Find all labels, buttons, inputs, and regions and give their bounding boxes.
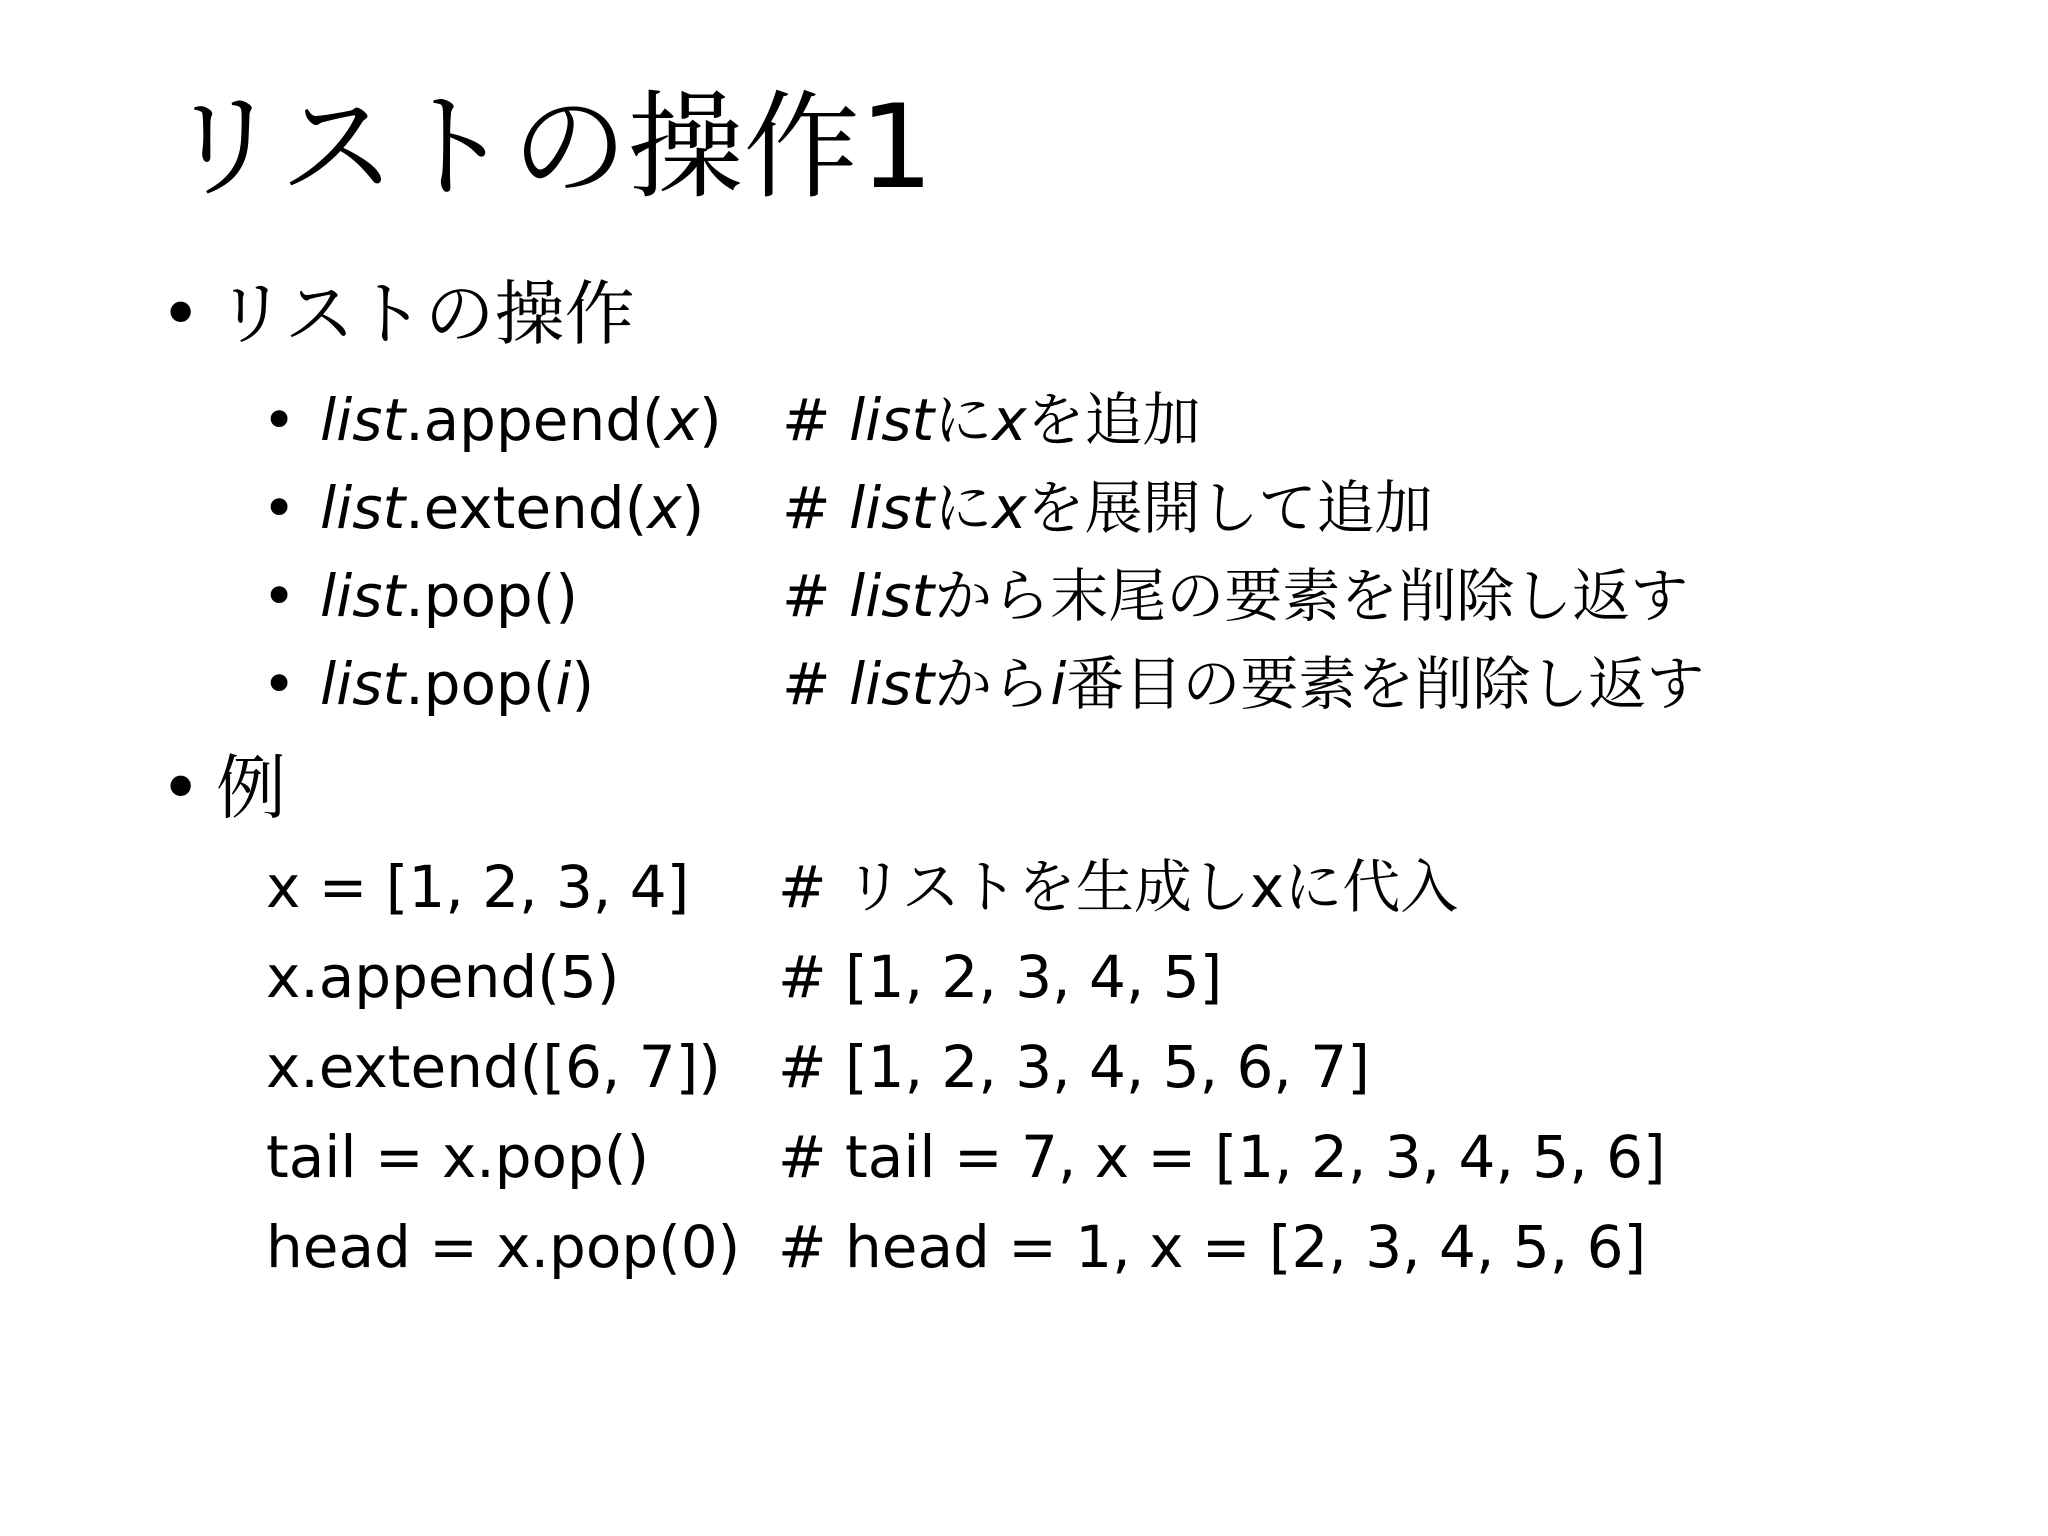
bullet-dot: • <box>262 386 297 454</box>
method-list <box>262 376 1704 728</box>
example-comment: # head = 1, x = [2, 3, 4, 5, 6] <box>778 1213 1647 1281</box>
bullet-dot: • <box>262 562 297 630</box>
example-comment: # リストを生成しxに代入 <box>778 853 1459 921</box>
method-row <box>262 640 1704 728</box>
method-code: list.pop() <box>320 562 578 630</box>
example-comment: # [1, 2, 3, 4, 5] <box>778 943 1223 1011</box>
method-row <box>262 376 1704 464</box>
example-row <box>266 842 1666 932</box>
example-code: tail = x.pop() <box>266 1123 650 1191</box>
example-code: x = [1, 2, 3, 4] <box>266 853 690 921</box>
example-row <box>266 1202 1666 1292</box>
example-row <box>266 1022 1666 1112</box>
method-code: list.append(x) <box>320 386 722 454</box>
example-comment: # tail = 7, x = [1, 2, 3, 4, 5, 6] <box>778 1123 1666 1191</box>
example-code: head = x.pop(0) <box>266 1213 741 1281</box>
example-code: x.append(5) <box>266 943 620 1011</box>
example-comment: # [1, 2, 3, 4, 5, 6, 7] <box>778 1033 1370 1101</box>
bullet-list-operations <box>160 272 635 356</box>
method-comment: # listにxを展開して追加 <box>782 474 1433 542</box>
bullet-text: リストの操作 <box>216 273 635 355</box>
method-comment: # listから末尾の要素を削除し返す <box>782 562 1689 630</box>
bullet-dot: • <box>160 273 202 355</box>
method-code: list.extend(x) <box>320 474 705 542</box>
slide-title: リストの操作1 <box>166 80 934 215</box>
method-comment: # listからi番目の要素を削除し返す <box>782 650 1705 718</box>
method-row <box>262 552 1704 640</box>
bullet-text: 例 <box>216 747 286 829</box>
method-comment: # listにxを追加 <box>782 386 1201 454</box>
method-row <box>262 464 1704 552</box>
example-list <box>266 842 1666 1292</box>
example-code: x.extend([6, 7]) <box>266 1033 721 1101</box>
example-row <box>266 932 1666 1022</box>
bullet-dot: • <box>262 650 297 718</box>
bullet-example <box>160 746 286 830</box>
bullet-dot: • <box>160 747 202 829</box>
example-row <box>266 1112 1666 1202</box>
method-code: list.pop(i) <box>320 650 595 718</box>
bullet-dot: • <box>262 474 297 542</box>
